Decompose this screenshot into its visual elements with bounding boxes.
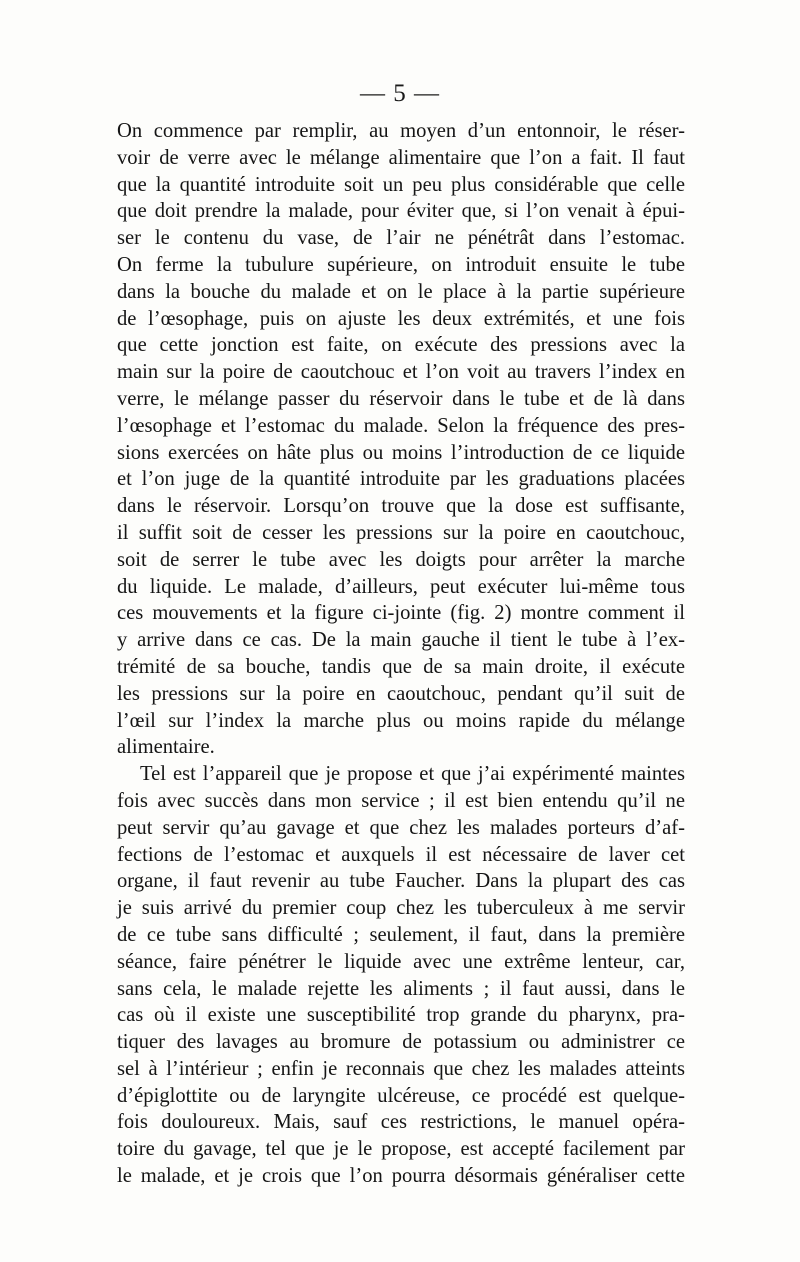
paragraph-1 xyxy=(117,118,685,761)
text-line: alimentaire. xyxy=(117,736,215,759)
text-line: dans le réservoir. Lorsqu’on trouve que la dose est suffisante, xyxy=(117,495,685,518)
text-line: dans la bouche du malade et on le place à la partie supérieure xyxy=(117,280,685,303)
text-line: fois douloureux. Mais, sauf ces restrictions, le manuel opéra- xyxy=(117,1111,685,1134)
text-line: fois avec succès dans mon service ; il est bien entendu qu’il ne xyxy=(117,789,685,812)
text-line: main sur la poire de caoutchouc et l’on voit au travers l’index en xyxy=(117,361,685,384)
text-line: cas où il existe une susceptibilité trop grande du pharynx, pra- xyxy=(117,1004,685,1027)
text-line: fections de l’estomac et auxquels il est nécessaire de laver cet xyxy=(117,843,685,866)
text-line: du liquide. Le malade, d’ailleurs, peut exécuter lui-même tous xyxy=(117,575,685,598)
text-line: l’œil sur l’index la marche plus ou moins rapide du mélange xyxy=(117,709,685,732)
text-line: Tel est l’appareil que je propose et que j’ai expérimenté maintes xyxy=(140,763,685,786)
text-line: y arrive dans ce cas. De la main gauche il tient le tube à l’ex- xyxy=(117,629,685,652)
text-line: On commence par remplir, au moyen d’un entonnoir, le réser- xyxy=(117,120,685,142)
text-line: il suffit soit de cesser les pressions sur la poire en caoutchouc, xyxy=(117,521,685,544)
body-text xyxy=(117,118,685,1190)
text-line: sans cela, le malade rejette les aliments ; il faut aussi, dans le xyxy=(117,977,685,1000)
text-line: et l’on juge de la quantité introduite par les graduations placées xyxy=(117,468,685,491)
text-line: ces mouvements et la figure ci-jointe (fig. 2) montre comment il xyxy=(117,602,685,625)
text-line: sions exercées on hâte plus ou moins l’introduction de ce liquide xyxy=(117,441,685,464)
text-line: l’œsophage et l’estomac du malade. Selon la fréquence des pres- xyxy=(117,414,685,437)
text-line: On ferme la tubulure supérieure, on introduit ensuite le tube xyxy=(117,253,685,276)
paragraph-2-continued xyxy=(117,788,685,1190)
text-line: de ce tube sans difficulté ; seulement, il faut, dans la première xyxy=(117,923,685,946)
text-line: organe, il faut revenir au tube Faucher. Dans la plupart des cas xyxy=(117,870,685,893)
paragraph-2 xyxy=(117,761,685,788)
text-line: le malade, et je crois que l’on pourra désormais généraliser cette xyxy=(117,1165,685,1188)
text-line: que cette jonction est faite, on exécute des pressions avec la xyxy=(117,334,685,357)
text-line: trémité de sa bouche, tandis que de sa main droite, il exécute xyxy=(117,655,685,678)
text-line: peut servir qu’au gavage et que chez les malades porteurs d’af- xyxy=(117,816,685,839)
text-line: sel à l’intérieur ; enfin je reconnais que chez les malades atteints xyxy=(117,1057,685,1080)
text-line: de l’œsophage, puis on ajuste les deux extrémités, et une fois xyxy=(117,307,685,330)
text-line: tiquer des lavages au bromure de potassium ou administrer ce xyxy=(117,1031,685,1054)
text-line: soit de serrer le tube avec les doigts pour arrêter la marche xyxy=(117,548,685,571)
text-line: d’épiglottite ou de laryngite ulcéreuse, ce procédé est quelque- xyxy=(117,1084,685,1107)
text-line: que doit prendre la malade, pour éviter que, si l’on venait à épui- xyxy=(117,200,685,223)
text-line: toire du gavage, tel que je le propose, est accepté facilement par xyxy=(117,1138,685,1161)
text-line: les pressions sur la poire en caoutchouc, pendant qu’il suit de xyxy=(117,682,685,705)
text-line: voir de verre avec le mélange alimentaire que l’on a fait. Il faut xyxy=(117,146,685,169)
page-number: — 5 — xyxy=(360,80,440,107)
text-line: ser le contenu du vase, de l’air ne pénétrât dans l’estomac. xyxy=(117,227,685,250)
text-line: je suis arrivé du premier coup chez les tuberculeux à me servir xyxy=(117,897,685,920)
text-line: que la quantité introduite soit un peu plus considérable que celle xyxy=(117,173,685,196)
text-line: séance, faire pénétrer le liquide avec une extrême lenteur, car, xyxy=(117,950,685,973)
text-line: verre, le mélange passer du réservoir dans le tube et de là dans xyxy=(117,387,685,410)
